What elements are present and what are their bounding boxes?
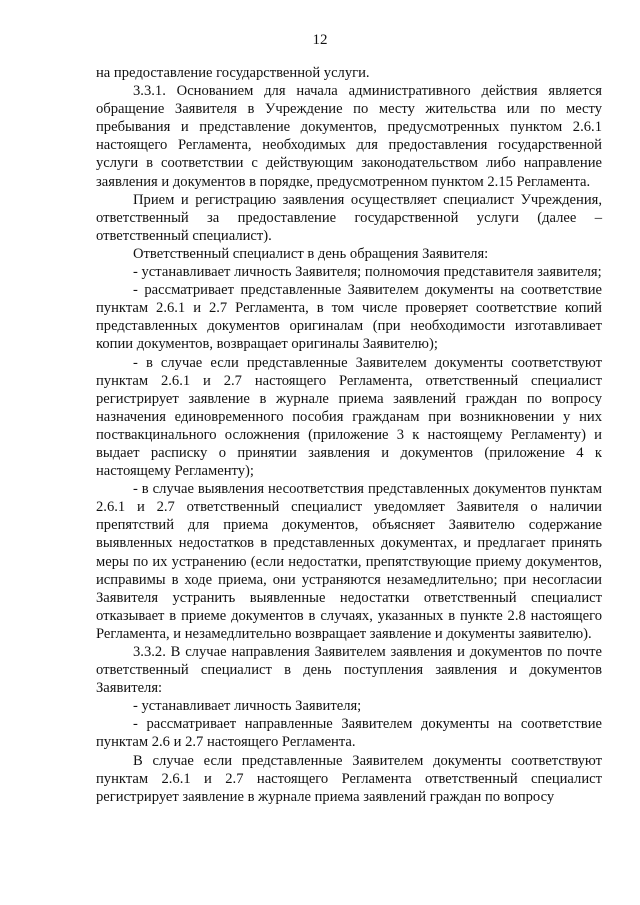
paragraph-reception: Прием и регистрацию заявления осуществляет специалист Учреждения, ответственный за предоставление государственной услуги (далее – ответственный специалист). xyxy=(96,191,602,244)
page-number: 12 xyxy=(312,32,328,48)
paragraph-registration-mail: В случае если представленные Заявителем документы соответствуют пунктам 2.6.1 и 2.7 настоящего Регламента ответственный специалист регистрирует заявление в журнале приема заявлений граждан по вопросу xyxy=(96,752,602,805)
list-item-identity-mail: - устанавливает личность Заявителя; xyxy=(133,698,362,715)
paragraph-3-3-2: 3.3.2. В случае направления Заявителем заявления и документов по почте ответственный специалист в день поступления заявления и документов Заявителя: xyxy=(96,644,602,697)
document-body xyxy=(96,64,602,806)
list-item-registration: - в случае если представленные Заявителем документы соответствуют пунктам 2.6.1 и 2.7 настоящего Регламента, ответственный специалист регистрирует заявление в журнале приема заявлений граждан по вопросу назначения единовременного пособия гражданам при возникновении у них поствакцинального осложнения (приложение 3 к настоящему Регламенту) и выдает расписку о принятии заявления и документов (приложение 4 к настоящему Регламенту); xyxy=(96,354,602,480)
paragraph-specialist-duties: Ответственный специалист в день обращения Заявителя: xyxy=(133,245,489,262)
list-item-identity: - устанавливает личность Заявителя; полномочия представителя заявителя; xyxy=(133,264,602,281)
list-item-review-mail: - рассматривает направленные Заявителем документы на соответствие пунктам 2.6 и 2.7 настоящего Регламента. xyxy=(96,716,602,751)
paragraph-3-3-1: 3.3.1. Основанием для начала административного действия является обращение Заявителя в Учреждение по месту жительства или по месту пребывания и представление документов, предусмотренных пунктом 2.6.1 настоящего Регламента, необходимых для предоставления государственной услуги в соответствии с действующим законодательством либо направление заявления и документов в порядке, предусмотренном пунктом 2.15 Регламента. xyxy=(96,83,602,190)
paragraph-continuation: на предоставление государственной услуги. xyxy=(96,65,370,81)
list-item-review-documents: - рассматривает представленные Заявителем документы на соответствие пунктам 2.6.1 и 2.7 Регламента, в том числе проверяет соответствие копий представленных документов оригиналам (при необходимости изготавливает копии документов, возвращает оригиналы Заявителю); xyxy=(96,282,602,353)
list-item-nonconformity: - в случае выявления несоответствия представленных документов пунктам 2.6.1 и 2.7 ответственный специалист уведомляет Заявителя о наличии препятствий для приема документов, объясняет Заявителю содержание выявленных недостатков в представленных документах, и предлагает принять меры по их устранению (если недостатки, препятствующие приему документов, исправимы в ходе приема, они устраняются незамедлительно; при несогласии Заявителя устранить выявленные недостатки ответственный специалист отказывает в приеме документов в случаях, указанных в пункте 2.8 настоящего Регламента, и незамедлительно возвращает заявление и документы заявителю). xyxy=(96,481,602,642)
